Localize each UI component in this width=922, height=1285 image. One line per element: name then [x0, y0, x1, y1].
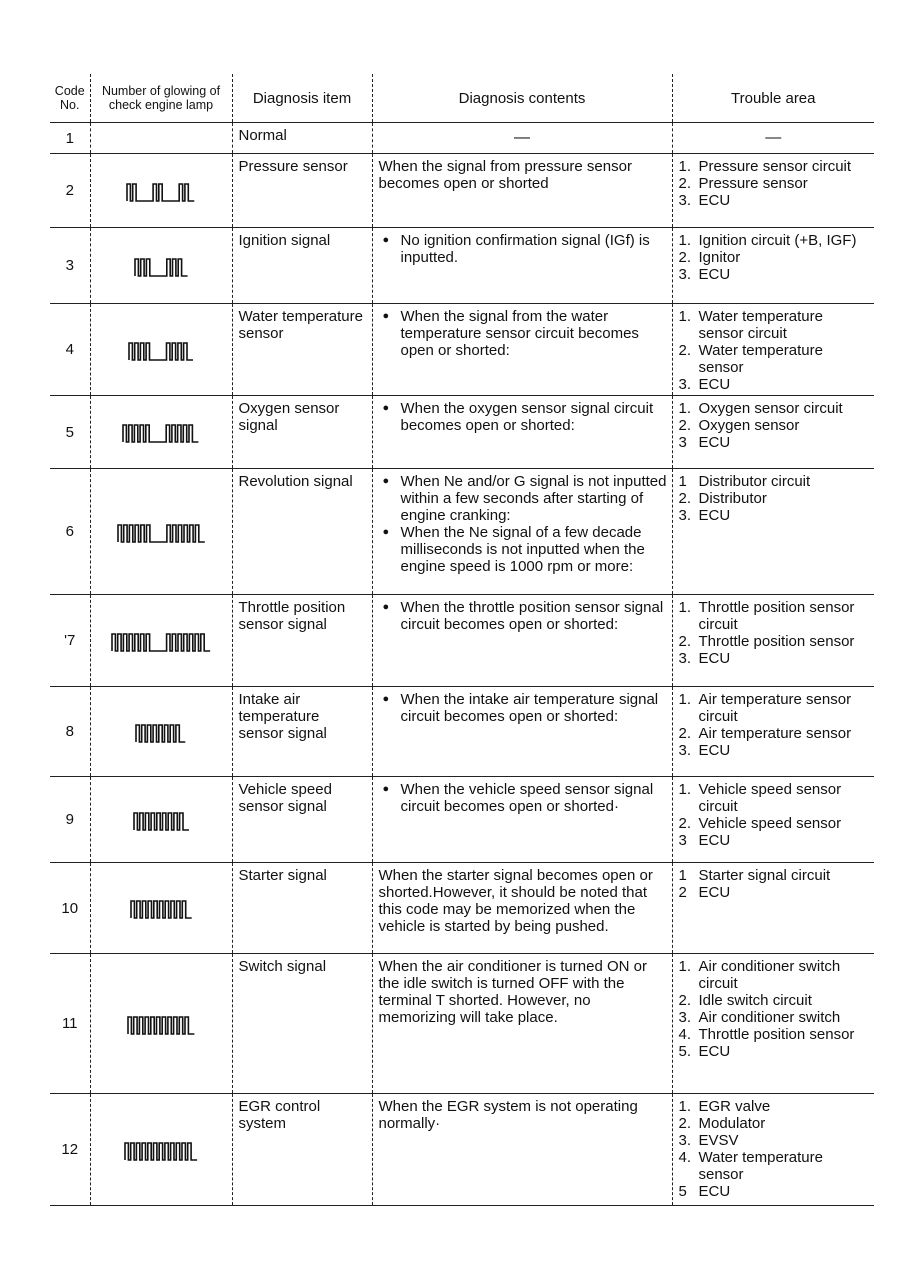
trouble-area-list: [679, 473, 871, 524]
lamp-pattern-cell: [90, 595, 232, 687]
table-row: [50, 228, 874, 304]
lamp-pulse-trace: [127, 184, 194, 201]
trouble-area-item-number: 2.: [678, 342, 692, 359]
code-number: 11: [50, 954, 90, 1094]
trouble-area-item-text: Air temperature sensor circuit: [698, 691, 852, 725]
trouble-area-item: [679, 815, 871, 832]
table-row: [50, 154, 874, 228]
trouble-area-item-text: Vehicle speed sensor circuit: [698, 781, 842, 815]
trouble-area-item-number: 2: [678, 884, 687, 901]
diagnosis-contents: —: [372, 123, 672, 154]
trouble-area-item-number: 1.: [678, 781, 692, 798]
diagnosis-item: Switch signal: [232, 954, 372, 1094]
trouble-area-item-text: EGR valve: [698, 1098, 771, 1115]
trouble-area-item: [679, 1115, 871, 1132]
contents-bullet: ● When the intake air temperature signal circuit becomes open or shorted:: [379, 691, 668, 725]
lamp-blink-pattern-icon: [126, 1007, 196, 1041]
trouble-area-list: [679, 308, 871, 393]
table-row: [50, 1094, 874, 1206]
trouble-area-item-number: 3: [678, 434, 687, 451]
trouble-area: —: [672, 123, 874, 154]
table-row: [50, 123, 874, 154]
diagnosis-code-table: [50, 74, 874, 1206]
contents-bullet: ● No ignition confirmation signal (IGf) is inputted.: [379, 232, 668, 266]
trouble-area-item-text: ECU: [698, 742, 731, 759]
lamp-pulse-trace: [134, 813, 189, 830]
table-body: [50, 123, 874, 1206]
code-number: 1: [50, 123, 90, 154]
diagnosis-contents: [372, 469, 672, 595]
contents-bullet-list: [379, 781, 668, 815]
contents-bullet-list: [379, 400, 668, 434]
trouble-area-item: [679, 958, 871, 992]
trouble-area-item: [679, 725, 871, 742]
trouble-area-item-text: Oxygen sensor circuit: [698, 400, 843, 417]
trouble-area-item: [679, 832, 871, 849]
trouble-area: [672, 469, 874, 595]
trouble-area-item-text: Water temperature sensor circuit: [698, 308, 823, 342]
trouble-area: [672, 863, 874, 954]
contents-bullet: ● When the signal from the water temperature sensor circuit becomes open or shorted:: [379, 308, 668, 359]
trouble-area: [672, 1094, 874, 1206]
trouble-area-item-text: Distributor circuit: [698, 473, 811, 490]
trouble-area-item: [679, 308, 871, 342]
lamp-blink-pattern-icon: [123, 1133, 199, 1167]
lamp-pulse-trace: [128, 1017, 194, 1034]
code-number: 5: [50, 396, 90, 469]
diagnosis-item: EGR control system: [232, 1094, 372, 1206]
trouble-area-item-text: ECU: [698, 884, 731, 901]
trouble-area-list: [679, 158, 871, 209]
header-diagnosis-contents: Diagnosis contents: [372, 74, 672, 123]
table-row: [50, 595, 874, 687]
trouble-area-item: [679, 232, 871, 249]
diagnosis-contents: When the air conditioner is turned ON or the idle switch is turned OFF with the terminal T shorted. However, no memorizing will take place.: [372, 954, 672, 1094]
trouble-area-item-text: Ignitor: [698, 249, 741, 266]
lamp-pulse-trace: [118, 525, 205, 542]
trouble-area-item: [679, 992, 871, 1009]
diagnosis-item: Pressure sensor: [232, 154, 372, 228]
table-row: [50, 954, 874, 1094]
lamp-blink-pattern-icon: [116, 515, 207, 549]
diagnosis-contents: [372, 777, 672, 863]
code-number: '7: [50, 595, 90, 687]
trouble-area-item: [679, 1009, 871, 1026]
lamp-pattern-cell: [90, 228, 232, 304]
trouble-area-item: [679, 1026, 871, 1043]
lamp-pattern-cell: [90, 154, 232, 228]
lamp-pulse-trace: [131, 901, 192, 918]
trouble-area-item: [679, 884, 871, 901]
trouble-area-item-text: Ignition circuit (+B, IGF): [698, 232, 857, 249]
trouble-area-item-text: ECU: [698, 1043, 731, 1060]
trouble-area-item-text: Air conditioner switch: [698, 1009, 841, 1026]
contents-bullet: ● When the vehicle speed sensor signal circuit becomes open or shorted·: [379, 781, 668, 815]
trouble-area-item-number: 2.: [678, 815, 692, 832]
code-number: 8: [50, 687, 90, 777]
diagnosis-item: Oxygen sensor signal: [232, 396, 372, 469]
trouble-area-item-number: 3.: [678, 1132, 692, 1149]
trouble-area-item-number: 1.: [678, 691, 692, 708]
trouble-area-item-number: 2.: [678, 992, 692, 1009]
lamp-blink-pattern-icon: [129, 891, 194, 925]
lamp-pattern-cell: [90, 469, 232, 595]
trouble-area-item-number: 2.: [678, 175, 692, 192]
trouble-area-item-number: 1.: [678, 958, 692, 975]
trouble-area-item: [679, 192, 871, 209]
trouble-area-item-text: Pressure sensor circuit: [698, 158, 852, 175]
trouble-area-item: [679, 175, 871, 192]
trouble-area-item-text: ECU: [698, 507, 731, 524]
trouble-area: [672, 228, 874, 304]
lamp-blink-pattern-icon: [132, 803, 191, 837]
trouble-area-item: [679, 473, 871, 490]
trouble-area-item-number: 3.: [678, 742, 692, 759]
trouble-area-item-text: Oxygen sensor: [698, 417, 800, 434]
lamp-pattern-cell: [90, 954, 232, 1094]
trouble-area-item-number: 4.: [678, 1149, 692, 1166]
trouble-area-item-text: EVSV: [698, 1132, 739, 1149]
trouble-area-item-number: 2.: [678, 725, 692, 742]
lamp-blink-pattern-icon: [125, 174, 196, 208]
lamp-pulse-trace: [125, 1143, 197, 1160]
table-row: [50, 687, 874, 777]
lamp-pattern-cell: [90, 1094, 232, 1206]
code-number: 9: [50, 777, 90, 863]
trouble-area-item: [679, 691, 871, 725]
trouble-area-item-text: Water temperature sensor: [698, 342, 823, 376]
trouble-area-item: [679, 376, 871, 393]
diagnosis-contents: When the signal from pressure sensor becomes open or shorted: [372, 154, 672, 228]
trouble-area: [672, 396, 874, 469]
trouble-area-item-number: 1.: [678, 232, 692, 249]
trouble-area-item-number: 4.: [678, 1026, 692, 1043]
trouble-area-item: [679, 1132, 871, 1149]
trouble-area-item: [679, 1183, 871, 1200]
diagnosis-contents: [372, 304, 672, 396]
trouble-area-item: [679, 650, 871, 667]
diagnosis-item: Vehicle speed sensor signal: [232, 777, 372, 863]
trouble-area-item: [679, 781, 871, 815]
trouble-area-item: [679, 1149, 871, 1183]
trouble-area-item: [679, 742, 871, 759]
trouble-area-item: [679, 1098, 871, 1115]
trouble-area-item-number: 1.: [678, 308, 692, 325]
trouble-area-item-text: Modulator: [698, 1115, 766, 1132]
trouble-area-item: [679, 633, 871, 650]
trouble-area-item-number: 3.: [678, 650, 692, 667]
table-row: [50, 304, 874, 396]
trouble-area-item-number: 1: [678, 867, 687, 884]
trouble-area-item-number: 1: [678, 473, 687, 490]
diagnosis-item: Water temperature sensor: [232, 304, 372, 396]
diagnosis-contents: [372, 228, 672, 304]
code-number: 12: [50, 1094, 90, 1206]
diagnosis-contents: When the EGR system is not operating normally·: [372, 1094, 672, 1206]
trouble-area-item-number: 3.: [678, 192, 692, 209]
trouble-area-list: [679, 958, 871, 1060]
trouble-area-item-text: Throttle position sensor: [698, 633, 855, 650]
trouble-area-item-text: ECU: [698, 376, 731, 393]
contents-bullet: ● When the throttle position sensor signal circuit becomes open or shorted:: [379, 599, 668, 633]
lamp-pulse-trace: [135, 259, 188, 276]
trouble-area-item-text: Water temperature sensor: [698, 1149, 823, 1183]
trouble-area-item: [679, 417, 871, 434]
table-row: [50, 863, 874, 954]
trouble-area-item-text: Air temperature sensor: [698, 725, 852, 742]
trouble-area-item-text: Throttle position sensor circuit: [698, 599, 855, 633]
header-code: Code No.: [50, 74, 90, 123]
trouble-area-item: [679, 266, 871, 283]
diagnosis-contents: [372, 595, 672, 687]
lamp-pattern-cell: [90, 123, 232, 154]
diagnosis-item: Normal: [232, 123, 372, 154]
lamp-pulse-trace: [129, 343, 193, 360]
trouble-area-item-number: 1.: [678, 599, 692, 616]
trouble-area-item-number: 3: [678, 832, 687, 849]
trouble-area-item-text: ECU: [698, 266, 731, 283]
trouble-area-item: [679, 490, 871, 507]
trouble-area-item-number: 3.: [678, 507, 692, 524]
lamp-pattern-cell: [90, 396, 232, 469]
lamp-blink-pattern-icon: [121, 415, 200, 449]
trouble-area-list: [679, 599, 871, 667]
trouble-area-item-text: ECU: [698, 434, 731, 451]
trouble-area-item-text: Idle switch circuit: [698, 992, 812, 1009]
trouble-area-item: [679, 507, 871, 524]
trouble-area-item-number: 5: [678, 1183, 687, 1200]
trouble-area-list: [679, 867, 871, 901]
diagnosis-item: Throttle position sensor signal: [232, 595, 372, 687]
trouble-area-item-text: ECU: [698, 1183, 731, 1200]
contents-bullet: ● When the Ne signal of a few decade milliseconds is not inputted when the engine speed is 1000 rpm or more:: [379, 524, 668, 575]
table-row: [50, 396, 874, 469]
diagnosis-contents: [372, 687, 672, 777]
header-lamp: Number of glowing of check engine lamp: [90, 74, 232, 123]
diagnosis-code-sheet: [50, 74, 874, 1206]
diagnosis-item: Ignition signal: [232, 228, 372, 304]
trouble-area-item-number: 2.: [678, 633, 692, 650]
trouble-area-item-number: 1.: [678, 400, 692, 417]
lamp-pulse-trace: [123, 425, 198, 442]
code-number: 4: [50, 304, 90, 396]
lamp-blink-pattern-icon: [110, 624, 212, 658]
trouble-area-item-text: Starter signal circuit: [698, 867, 831, 884]
trouble-area-list: [679, 691, 871, 759]
trouble-area-item-text: ECU: [698, 832, 731, 849]
trouble-area-item-text: ECU: [698, 650, 731, 667]
trouble-area-item: [679, 1043, 871, 1060]
trouble-area-item-text: Vehicle speed sensor: [698, 815, 842, 832]
code-number: 6: [50, 469, 90, 595]
trouble-area-item-number: 1.: [678, 158, 692, 175]
trouble-area: [672, 154, 874, 228]
table-row: [50, 469, 874, 595]
trouble-area-item-text: Air conditioner switch circuit: [698, 958, 841, 992]
trouble-area-list: [679, 232, 871, 283]
diagnosis-contents: [372, 396, 672, 469]
header-diagnosis-item: Diagnosis item: [232, 74, 372, 123]
trouble-area-item: [679, 599, 871, 633]
table-row: [50, 777, 874, 863]
trouble-area-item-text: Pressure sensor: [698, 175, 808, 192]
contents-bullet-list: [379, 473, 668, 575]
trouble-area-item-number: 2.: [678, 417, 692, 434]
trouble-area-item-number: 3.: [678, 376, 692, 393]
trouble-area-item-number: 2.: [678, 490, 692, 507]
contents-bullet: ● When Ne and/or G signal is not inputted within a few seconds after starting of engine cranking:: [379, 473, 668, 524]
lamp-pattern-cell: [90, 777, 232, 863]
trouble-area: [672, 687, 874, 777]
trouble-area-item: [679, 342, 871, 376]
diagnosis-item: Starter signal: [232, 863, 372, 954]
lamp-blink-pattern-icon: [134, 715, 187, 749]
trouble-area-list: [679, 1098, 871, 1200]
trouble-area: [672, 304, 874, 396]
trouble-area-item-text: ECU: [698, 192, 731, 209]
trouble-area-list: [679, 400, 871, 451]
trouble-area-item-text: Distributor: [698, 490, 767, 507]
trouble-area-item-number: 2.: [678, 249, 692, 266]
trouble-area-item-number: 3.: [678, 266, 692, 283]
trouble-area-item: [679, 400, 871, 417]
trouble-area: [672, 595, 874, 687]
trouble-area-item-number: 5.: [678, 1043, 692, 1060]
lamp-pulse-trace: [136, 725, 185, 742]
lamp-blink-pattern-icon: [127, 333, 195, 367]
header-trouble-area: Trouble area: [672, 74, 874, 123]
code-number: 10: [50, 863, 90, 954]
code-number: 2: [50, 154, 90, 228]
trouble-area-item-number: 1.: [678, 1098, 692, 1115]
contents-bullet-list: [379, 232, 668, 266]
trouble-area-item-text: Throttle position sensor: [698, 1026, 855, 1043]
trouble-area-item-number: 2.: [678, 1115, 692, 1132]
contents-bullet-list: [379, 308, 668, 359]
diagnosis-contents: When the starter signal becomes open or shorted.However, it should be noted that this code may be memorized when the vehicle is started by being pushed.: [372, 863, 672, 954]
contents-bullet: ● When the oxygen sensor signal circuit becomes open or shorted:: [379, 400, 668, 434]
trouble-area-item-number: 3.: [678, 1009, 692, 1026]
trouble-area-item: [679, 867, 871, 884]
trouble-area-item: [679, 158, 871, 175]
trouble-area-item: [679, 434, 871, 451]
lamp-pattern-cell: [90, 863, 232, 954]
diagnosis-item: Revolution signal: [232, 469, 372, 595]
lamp-blink-pattern-icon: [133, 249, 190, 283]
trouble-area-item: [679, 249, 871, 266]
trouble-area: [672, 954, 874, 1094]
contents-bullet-list: [379, 691, 668, 725]
lamp-pulse-trace: [112, 634, 210, 651]
code-number: 3: [50, 228, 90, 304]
contents-bullet-list: [379, 599, 668, 633]
table-header-row: [50, 74, 874, 123]
trouble-area-list: [679, 781, 871, 849]
lamp-pattern-cell: [90, 687, 232, 777]
diagnosis-item: Intake air temperature sensor signal: [232, 687, 372, 777]
trouble-area: [672, 777, 874, 863]
lamp-pattern-cell: [90, 304, 232, 396]
